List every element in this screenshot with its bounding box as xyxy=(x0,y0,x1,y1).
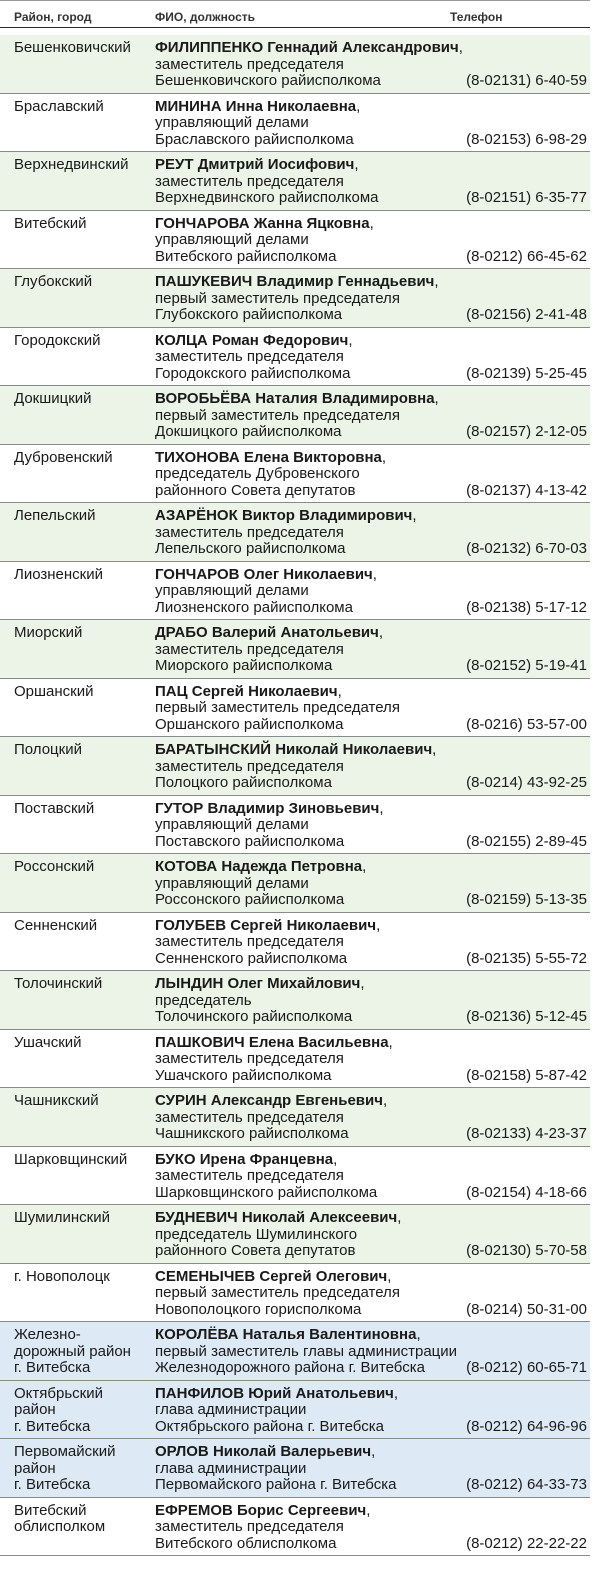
official-surname: СЕМЕНЫЧЕВ xyxy=(155,1267,256,1285)
table-row xyxy=(0,971,590,1030)
official-given-names: Валерий Анатольевич xyxy=(211,624,379,641)
official-name: АЗАРЁНОК Виктор Владимирович, xyxy=(155,507,417,524)
official-name: ДРАБО Валерий Анатольевич, xyxy=(155,624,384,641)
official-surname: ПАЦ xyxy=(155,682,188,700)
official-organization: Миорского райисполкома xyxy=(155,657,333,674)
header-person: ФИО, должность xyxy=(155,10,255,24)
official-position: заместитель председателя xyxy=(155,1108,344,1126)
official-surname: ЛЫНДИН xyxy=(155,975,224,992)
official-organization: Чашникского райисполкома xyxy=(155,1125,349,1142)
official-position: первый заместитель председателя xyxy=(155,289,400,307)
official-surname: БАРАТЫНСКИЙ xyxy=(155,741,272,758)
official-position: заместитель председателя xyxy=(155,348,344,365)
table-row xyxy=(0,1439,590,1498)
official-name: СУРИН Александр Евгеньевич, xyxy=(155,1092,388,1109)
phone-number: (8-02138) 5-17-12 xyxy=(466,598,587,616)
official-given-names: Ирена Францевна xyxy=(199,1150,334,1168)
official-name: ПАШКОВИЧ Елена Васильевна, xyxy=(155,1033,393,1051)
official-position: заместитель председателя xyxy=(155,1167,344,1184)
official-position: заместитель председателя xyxy=(155,640,344,658)
official-given-names: Юрий Анатольевич xyxy=(248,1384,394,1402)
official-organization: Браславского райисполкома xyxy=(155,130,354,148)
official-name: ГУТОР Владимир Зиновьевич, xyxy=(155,799,384,817)
official-name: БАРАТЫНСКИЙ Николай Николаевич, xyxy=(155,741,437,758)
phone-number: (8-02156) 2-41-48 xyxy=(466,306,587,323)
phone-number: (8-02154) 4-18-66 xyxy=(466,1183,587,1201)
official-organization: Глубокского райисполкома xyxy=(155,306,343,323)
official-position: председатель xyxy=(155,991,252,1009)
official-position: управляющий делами xyxy=(155,231,309,248)
phone-number: (8-02158) 5-87-42 xyxy=(466,1066,587,1084)
official-organization: Поставского райисполкома xyxy=(155,832,345,850)
phone-number: (8-0214) 50-31-00 xyxy=(466,1300,587,1318)
table-row xyxy=(0,562,590,621)
official-name: ОРЛОВ Николай Валерьевич, xyxy=(155,1443,376,1460)
official-given-names: Олег Николаевич xyxy=(243,565,373,583)
official-name: ФИЛИППЕНКО Геннадий Александрович, xyxy=(155,39,463,56)
official-organization: Ушачского райисполкома xyxy=(155,1066,332,1084)
official-surname: ТИХОНОВА xyxy=(155,448,240,466)
district-name: Ушачский xyxy=(14,1033,82,1051)
official-position: управляющий делами xyxy=(155,816,309,833)
official-given-names: Борис Сергеевич xyxy=(236,1501,367,1519)
district-name: Шарковщинский xyxy=(14,1150,128,1168)
official-surname: АЗАРЁНОК xyxy=(155,507,238,524)
official-given-names: Надежда Петровна xyxy=(221,858,363,875)
official-position: заместитель председателя xyxy=(155,933,344,950)
official-organization: Оршанского райисполкома xyxy=(155,715,344,733)
official-name: ПАШУКЕВИЧ Владимир Геннадьевич, xyxy=(155,273,439,290)
district-name: Толочинский xyxy=(14,975,103,992)
official-organization: Октябрьского района г. Витебска xyxy=(155,1417,384,1435)
phone-number: (8-0216) 53-57-00 xyxy=(466,715,587,733)
district-name: Городокский xyxy=(14,331,101,349)
official-given-names: Николай Валерьевич xyxy=(212,1443,372,1460)
official-given-names: Роман Федорович xyxy=(211,331,349,349)
table-row xyxy=(0,328,590,387)
official-surname: КОРОЛЁВА xyxy=(155,1326,239,1343)
official-surname: ГОНЧАРОВ xyxy=(155,565,240,583)
official-given-names: Олег Михайлович xyxy=(227,975,361,992)
official-given-names: Инна Николаевна xyxy=(225,97,357,115)
district-name: Поставский xyxy=(14,799,95,817)
official-surname: ГУТОР xyxy=(155,799,204,817)
official-given-names: Сергей Олегович xyxy=(259,1267,388,1285)
district-name: Бешенковичский xyxy=(14,39,131,56)
official-position: первый заместитель председателя xyxy=(155,1284,400,1301)
table-row xyxy=(0,152,590,211)
phone-number: (8-02155) 2-89-45 xyxy=(466,832,587,850)
official-organization: Толочинского райисполкома xyxy=(155,1008,353,1025)
official-organization: Бешенковичского райисполкома xyxy=(155,72,381,89)
official-organization: районного Совета депутатов xyxy=(155,481,356,499)
official-surname: ОРЛОВ xyxy=(155,1443,209,1460)
phone-number: (8-0212) 66-45-62 xyxy=(466,247,587,265)
official-surname: ПАШКОВИЧ xyxy=(155,1033,245,1051)
table-row xyxy=(0,1498,590,1557)
official-organization: Новополоцкого горисполкома xyxy=(155,1300,362,1318)
phone-number: (8-02157) 2-12-05 xyxy=(466,423,587,440)
official-given-names: Сергей Николаевич xyxy=(191,682,338,700)
official-organization: Шарковщинского райисполкома xyxy=(155,1183,378,1201)
table-row xyxy=(0,1088,590,1147)
official-given-names: Елена Викторовна xyxy=(243,448,382,466)
table-row xyxy=(0,854,590,913)
district-name: г. Новополоцк xyxy=(14,1267,110,1285)
table-row xyxy=(0,386,590,445)
official-name: ТИХОНОВА Елена Викторовна, xyxy=(155,448,387,466)
official-given-names: Виктор Владимирович xyxy=(241,507,413,524)
official-organization: Первомайского района г. Витебска xyxy=(155,1476,397,1493)
phone-number: (8-02133) 4-23-37 xyxy=(466,1125,587,1142)
official-surname: РЕУТ xyxy=(155,156,194,173)
table-header xyxy=(0,0,590,28)
official-organization: районного Совета депутатов xyxy=(155,1242,356,1259)
district-name: Верхнедвинский xyxy=(14,156,129,173)
official-position: заместитель председателя xyxy=(155,172,344,190)
official-name: ГОНЧАРОВА Жанна Яцковна, xyxy=(155,214,374,232)
official-given-names: Жанна Яцковна xyxy=(253,214,370,232)
official-given-names: Николай Алексеевич xyxy=(241,1209,398,1226)
official-position: первый заместитель главы администрации xyxy=(155,1342,458,1360)
official-position: управляющий делами xyxy=(155,874,309,892)
official-name: ПАЦ Сергей Николаевич, xyxy=(155,682,342,700)
official-position: заместитель председателя xyxy=(155,1518,344,1535)
phone-number: (8-0212) 22-22-22 xyxy=(466,1534,587,1552)
official-surname: КОЛЦА xyxy=(155,331,208,349)
district-name: Миорский xyxy=(14,624,83,641)
official-organization: Россонского райисполкома xyxy=(155,891,345,908)
official-position: заместитель председателя xyxy=(155,1050,344,1067)
phone-number: (8-02153) 6-98-29 xyxy=(466,130,587,148)
official-name: ВОРОБЬЁВА Наталия Владимировна, xyxy=(155,390,439,407)
official-position: глава администрации xyxy=(155,1401,307,1418)
official-position: заместитель председателя xyxy=(155,523,344,541)
official-surname: БУКО xyxy=(155,1150,196,1168)
official-organization: Городокского райисполкома xyxy=(155,364,351,382)
official-name: ГОНЧАРОВ Олег Николаевич, xyxy=(155,565,377,583)
table-row xyxy=(0,94,590,153)
official-given-names: Владимир Зиновьевич xyxy=(207,799,380,817)
official-position: первый заместитель председателя xyxy=(155,406,400,424)
official-surname: МИНИНА xyxy=(155,97,222,115)
phone-number: (8-02152) 5-19-41 xyxy=(466,657,587,674)
table-row xyxy=(0,679,590,738)
official-surname: ПАШУКЕВИЧ xyxy=(155,273,253,290)
table-row xyxy=(0,1147,590,1206)
official-position: председатель Дубровенского xyxy=(155,465,360,482)
official-surname: ФИЛИППЕНКО xyxy=(155,39,264,56)
official-organization: Верхнедвинского райисполкома xyxy=(155,189,379,206)
official-surname: БУДНЕВИЧ xyxy=(155,1209,238,1226)
official-name: КОТОВА Надежда Петровна, xyxy=(155,858,367,875)
phone-number: (8-0212) 64-33-73 xyxy=(466,1476,587,1493)
district-name: Витебский xyxy=(14,214,87,232)
official-given-names: Сергей Николаевич xyxy=(230,916,377,934)
table-row xyxy=(0,1205,590,1264)
official-surname: ДРАБО xyxy=(155,624,208,641)
table-row xyxy=(0,1030,590,1089)
district-name: Дубровенский xyxy=(14,448,113,466)
phone-number: (8-02151) 6-35-77 xyxy=(466,189,587,206)
header-district: Район, город xyxy=(14,10,92,24)
phone-number: (8-0212) 60-65-71 xyxy=(466,1359,587,1376)
official-surname: ПАНФИЛОВ xyxy=(155,1384,245,1402)
official-name: ПАНФИЛОВ Юрий Анатольевич, xyxy=(155,1384,399,1402)
phone-number: (8-02137) 4-13-42 xyxy=(466,481,587,499)
phone-number: (8-02136) 5-12-45 xyxy=(466,1008,587,1025)
official-given-names: Наталья Валентиновна xyxy=(242,1326,417,1343)
official-organization: Сенненского райисполкома xyxy=(155,949,348,967)
phone-number: (8-02130) 5-70-58 xyxy=(466,1242,587,1259)
official-surname: СУРИН xyxy=(155,1092,207,1109)
phone-number: (8-0212) 64-96-96 xyxy=(466,1417,587,1435)
official-name: СЕМЕНЫЧЕВ Сергей Олегович, xyxy=(155,1267,392,1285)
official-given-names: Геннадий Александрович xyxy=(267,39,459,56)
official-position: председатель Шумилинского xyxy=(155,1225,358,1243)
official-name: МИНИНА Инна Николаевна, xyxy=(155,97,361,115)
official-name: КОЛЦА Роман Федорович, xyxy=(155,331,353,349)
official-name: РЕУТ Дмитрий Иосифович, xyxy=(155,156,359,173)
district-name: Сенненский xyxy=(14,916,98,934)
official-surname: ВОРОБЬЁВА xyxy=(155,390,252,407)
official-organization: Полоцкого райисполкома xyxy=(155,774,332,791)
district-name: Витебский облисполком xyxy=(14,1501,106,1535)
official-given-names: Николай Николаевич xyxy=(275,741,433,758)
official-organization: Витебского райисполкома xyxy=(155,247,337,265)
table-row xyxy=(0,35,590,94)
official-name: ЛЫНДИН Олег Михайлович, xyxy=(155,975,365,992)
table-row xyxy=(0,445,590,504)
official-position: глава администрации xyxy=(155,1459,307,1477)
phone-number: (8-0214) 43-92-25 xyxy=(466,774,587,791)
official-given-names: Александр Евгеньевич xyxy=(210,1092,383,1109)
district-name: Железно- дорожный район г. Витебска xyxy=(14,1326,131,1376)
district-name: Браславский xyxy=(14,97,104,115)
table-row xyxy=(0,1322,590,1381)
official-organization: Лепельского райисполкома xyxy=(155,540,346,557)
official-position: заместитель председателя xyxy=(155,757,344,775)
official-organization: Витебского облисполкома xyxy=(155,1534,337,1552)
official-organization: Докшицкого райисполкома xyxy=(155,423,342,440)
official-name: ЕФРЕМОВ Борис Сергеевич, xyxy=(155,1501,371,1519)
official-name: БУКО Ирена Францевна, xyxy=(155,1150,338,1168)
official-position: первый заместитель председателя xyxy=(155,699,400,716)
official-position: заместитель председателя xyxy=(155,55,344,73)
phone-number: (8-02135) 5-55-72 xyxy=(466,949,587,967)
official-organization: Лиозненского райисполкома xyxy=(155,598,353,616)
table-row xyxy=(0,737,590,796)
table-row xyxy=(0,211,590,270)
table-row xyxy=(0,1264,590,1323)
official-given-names: Дмитрий Иосифович xyxy=(197,156,355,173)
table-row xyxy=(0,796,590,855)
official-name: БУДНЕВИЧ Николай Алексеевич, xyxy=(155,1209,402,1226)
official-surname: КОТОВА xyxy=(155,858,218,875)
table-row xyxy=(0,913,590,972)
official-name: ГОЛУБЕВ Сергей Николаевич, xyxy=(155,916,381,934)
official-name: КОРОЛЁВА Наталья Валентиновна, xyxy=(155,1326,421,1343)
table-row xyxy=(0,620,590,679)
official-given-names: Наталия Владимировна xyxy=(255,390,435,407)
official-organization: Железнодорожного района г. Витебска xyxy=(155,1359,425,1376)
header-phone: Телефон xyxy=(450,10,503,24)
district-name: Лиозненский xyxy=(14,565,104,583)
official-given-names: Елена Васильевна xyxy=(248,1033,389,1051)
table-row xyxy=(0,1381,590,1440)
district-name: Глубокский xyxy=(14,273,93,290)
table-row xyxy=(0,503,590,562)
official-position: управляющий делами xyxy=(155,582,309,599)
district-name: Россонский xyxy=(14,858,95,875)
district-name: Докшицкий xyxy=(14,390,92,407)
phone-number: (8-02131) 6-40-59 xyxy=(466,72,587,89)
phone-number: (8-02132) 6-70-03 xyxy=(466,540,587,557)
district-name: Первомайский район г. Витебска xyxy=(14,1443,116,1493)
table-row xyxy=(0,269,590,328)
district-name: Шумилинский xyxy=(14,1209,111,1226)
district-name: Чашникский xyxy=(14,1092,99,1109)
district-name: Октябрьский район г. Витебска xyxy=(14,1384,103,1435)
phone-number: (8-02139) 5-25-45 xyxy=(466,364,587,382)
official-position: управляющий делами xyxy=(155,114,309,131)
phone-number: (8-02159) 5-13-35 xyxy=(466,891,587,908)
official-surname: ГОЛУБЕВ xyxy=(155,916,227,934)
district-name: Полоцкий xyxy=(14,741,82,758)
official-given-names: Владимир Геннадьевич xyxy=(256,273,435,290)
official-surname: ЕФРЕМОВ xyxy=(155,1501,233,1519)
district-name: Оршанский xyxy=(14,682,94,700)
official-surname: ГОНЧАРОВА xyxy=(155,214,250,232)
district-name: Лепельский xyxy=(14,507,96,524)
